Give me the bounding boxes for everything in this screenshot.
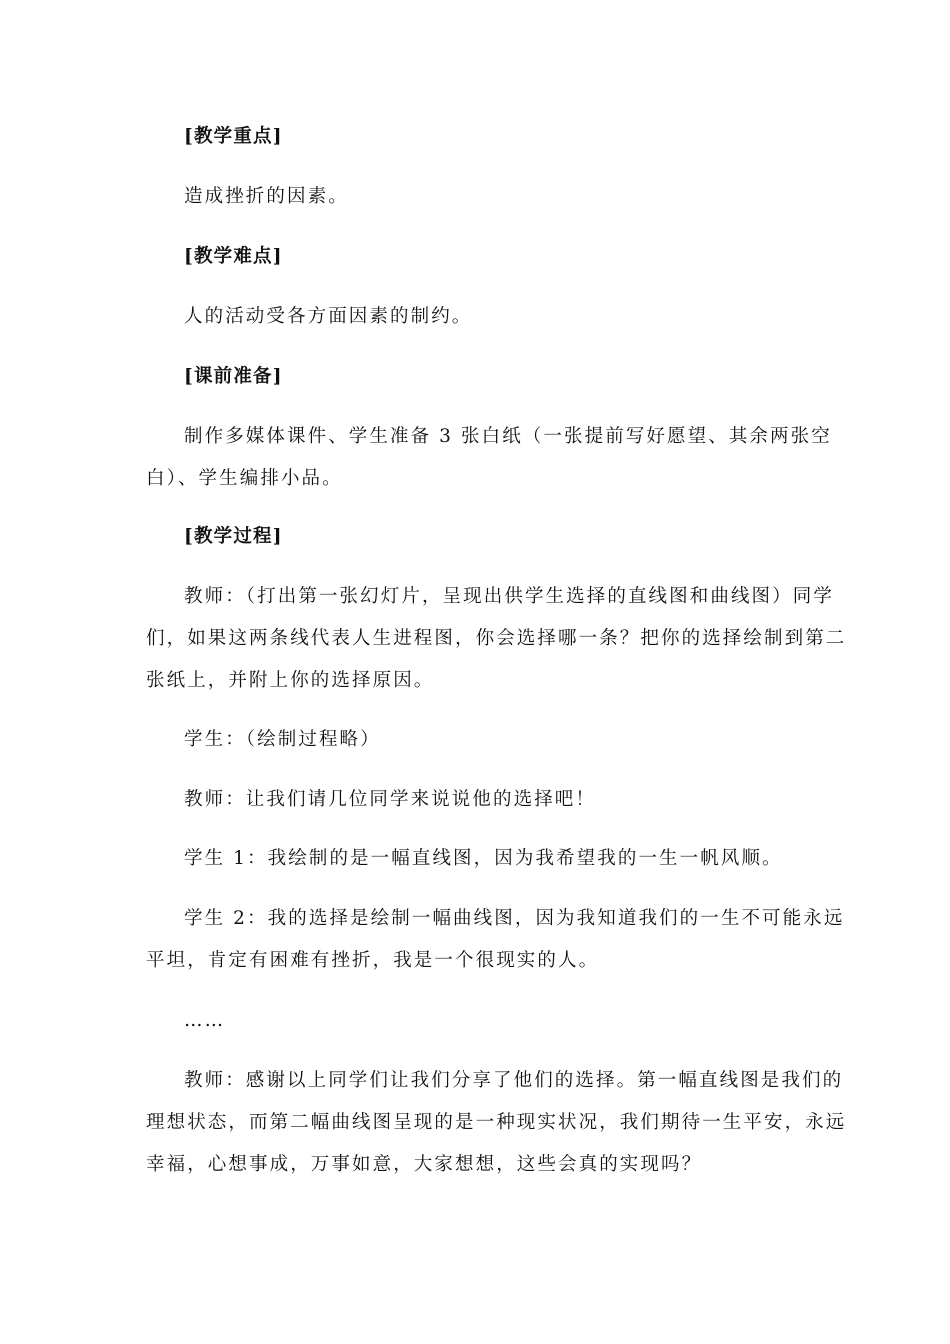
section-heading-preparation: [课前准备] xyxy=(184,366,283,387)
preparation-line: 制作多媒体课件、学生准备 3 张白纸（一张提前写好愿望、其余两张空 xyxy=(184,426,832,447)
section-heading-process: [教学过程] xyxy=(184,526,283,547)
section-heading-focus: [教学重点] xyxy=(184,126,283,147)
process-paragraph-line: 理想状态，而第二幅曲线图呈现的是一种现实状况，我们期待一生平安，永远 xyxy=(146,1112,847,1133)
process-paragraph-line: 学生 2：我的选择是绘制一幅曲线图，因为我知道我们的一生不可能永远 xyxy=(184,908,845,929)
process-paragraph-line: 们，如果这两条线代表人生进程图，你会选择哪一条？把你的选择绘制到第二 xyxy=(146,628,847,649)
process-paragraph-line: 学生：（绘制过程略） xyxy=(184,729,381,750)
difficulty-text: 人的活动受各方面因素的制约。 xyxy=(184,306,473,327)
process-paragraph-line: …… xyxy=(184,1010,226,1031)
process-paragraph-line: 学生 1：我绘制的是一幅直线图，因为我希望我的一生一帆风顺。 xyxy=(184,848,783,869)
process-paragraph-line: 幸福，心想事成，万事如意，大家想想，这些会真的实现吗？ xyxy=(146,1154,703,1175)
process-paragraph-line: 张纸上，并附上你的选择原因。 xyxy=(146,670,435,691)
preparation-line: 白）、学生编排小品。 xyxy=(146,468,343,489)
process-paragraph-line: 平坦，肯定有困难有挫折，我是一个很现实的人。 xyxy=(146,950,600,971)
process-paragraph-line: 教师：让我们请几位同学来说说他的选择吧！ xyxy=(184,789,597,810)
section-heading-difficulty: [教学难点] xyxy=(184,246,283,267)
process-paragraph-line: 教师：感谢以上同学们让我们分享了他们的选择。第一幅直线图是我们的 xyxy=(184,1070,844,1091)
focus-text: 造成挫折的因素。 xyxy=(184,186,349,207)
process-paragraph-line: 教师：（打出第一张幻灯片，呈现出供学生选择的直线图和曲线图）同学 xyxy=(184,586,834,607)
